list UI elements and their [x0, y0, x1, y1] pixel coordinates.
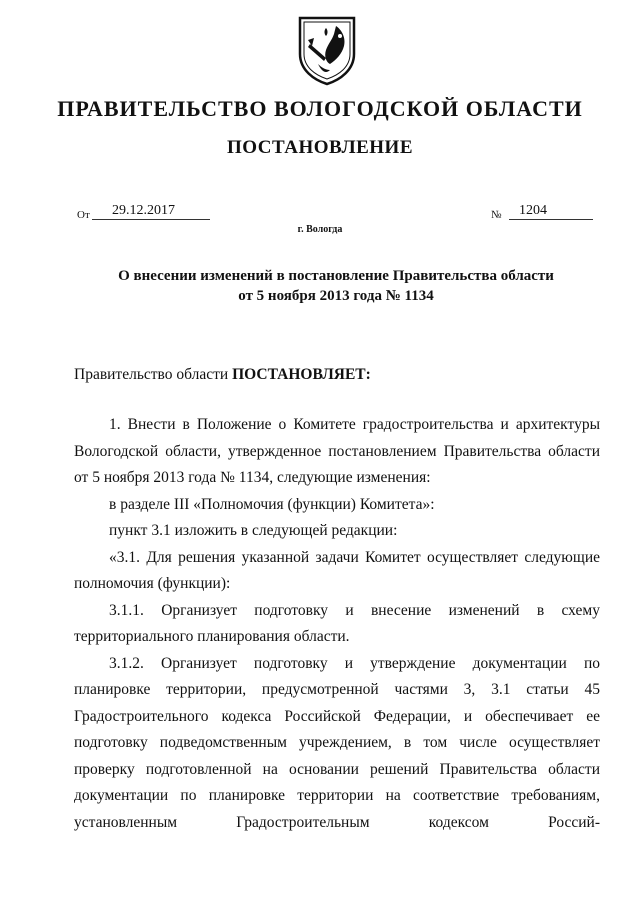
coat-of-arms-emblem: [296, 14, 358, 86]
paragraph-section-3: в разделе III «Полномочия (функции) Комитета»:: [109, 495, 435, 513]
resolution-subject: [0, 266, 640, 306]
paragraph-new-3-1: «3.1. Для решения указанной задачи Комитет осуществляет следующие полномочия (функции):: [74, 548, 600, 592]
date-label: От: [77, 209, 90, 221]
preamble-text: Правительство области: [74, 366, 233, 383]
document-type: ПОСТАНОВЛЕНИЕ: [226, 137, 414, 158]
paragraph-item-1: 1. Внести в Положение о Комитете градостроительства и архитектуры Вологодской области, утвержденное постановлением Правительства области от 5 ноября 2013 года № 1134, следующие изменения:: [74, 416, 600, 486]
paragraph-3-1-1: 3.1.1. Организует подготовку и внесение изменений в схему территориального планирования области.: [74, 601, 600, 645]
date-value: 29.12.2017: [92, 203, 210, 220]
subject-line-2: от 5 ноября 2013 года № 1134: [238, 288, 434, 304]
subject-line-1: О внесении изменений в постановление Правительства области: [118, 268, 554, 284]
paragraph-clause-3-1: пункт 3.1 изложить в следующей редакции:: [109, 522, 398, 539]
government-title: ПРАВИТЕЛЬСТВО ВОЛОГОДСКОЙ ОБЛАСТИ: [57, 96, 583, 121]
city-name: г. Вологда: [297, 224, 343, 235]
preamble-keyword: ПОСТАНОВЛЯЕТ:: [232, 366, 371, 383]
number-label: №: [491, 209, 502, 221]
preamble: [74, 366, 371, 384]
paragraph-3-1-2: 3.1.2. Организует подготовку и утверждение документации по планировке территории, предусмотренной частями 3, 3.1 статьи 45 Градостроительного кодекса Российской Федерации, и обеспечивает ее подготовку подведомственным учреждением, в том числе осуществляет проверку подготовленной на основании решений Правительства области документации по планировке территории на соответствие требованиям, установленным Градостроительным кодексом Россий-: [74, 654, 600, 831]
resolution-body: [74, 412, 600, 836]
number-value: 1204: [509, 203, 593, 220]
